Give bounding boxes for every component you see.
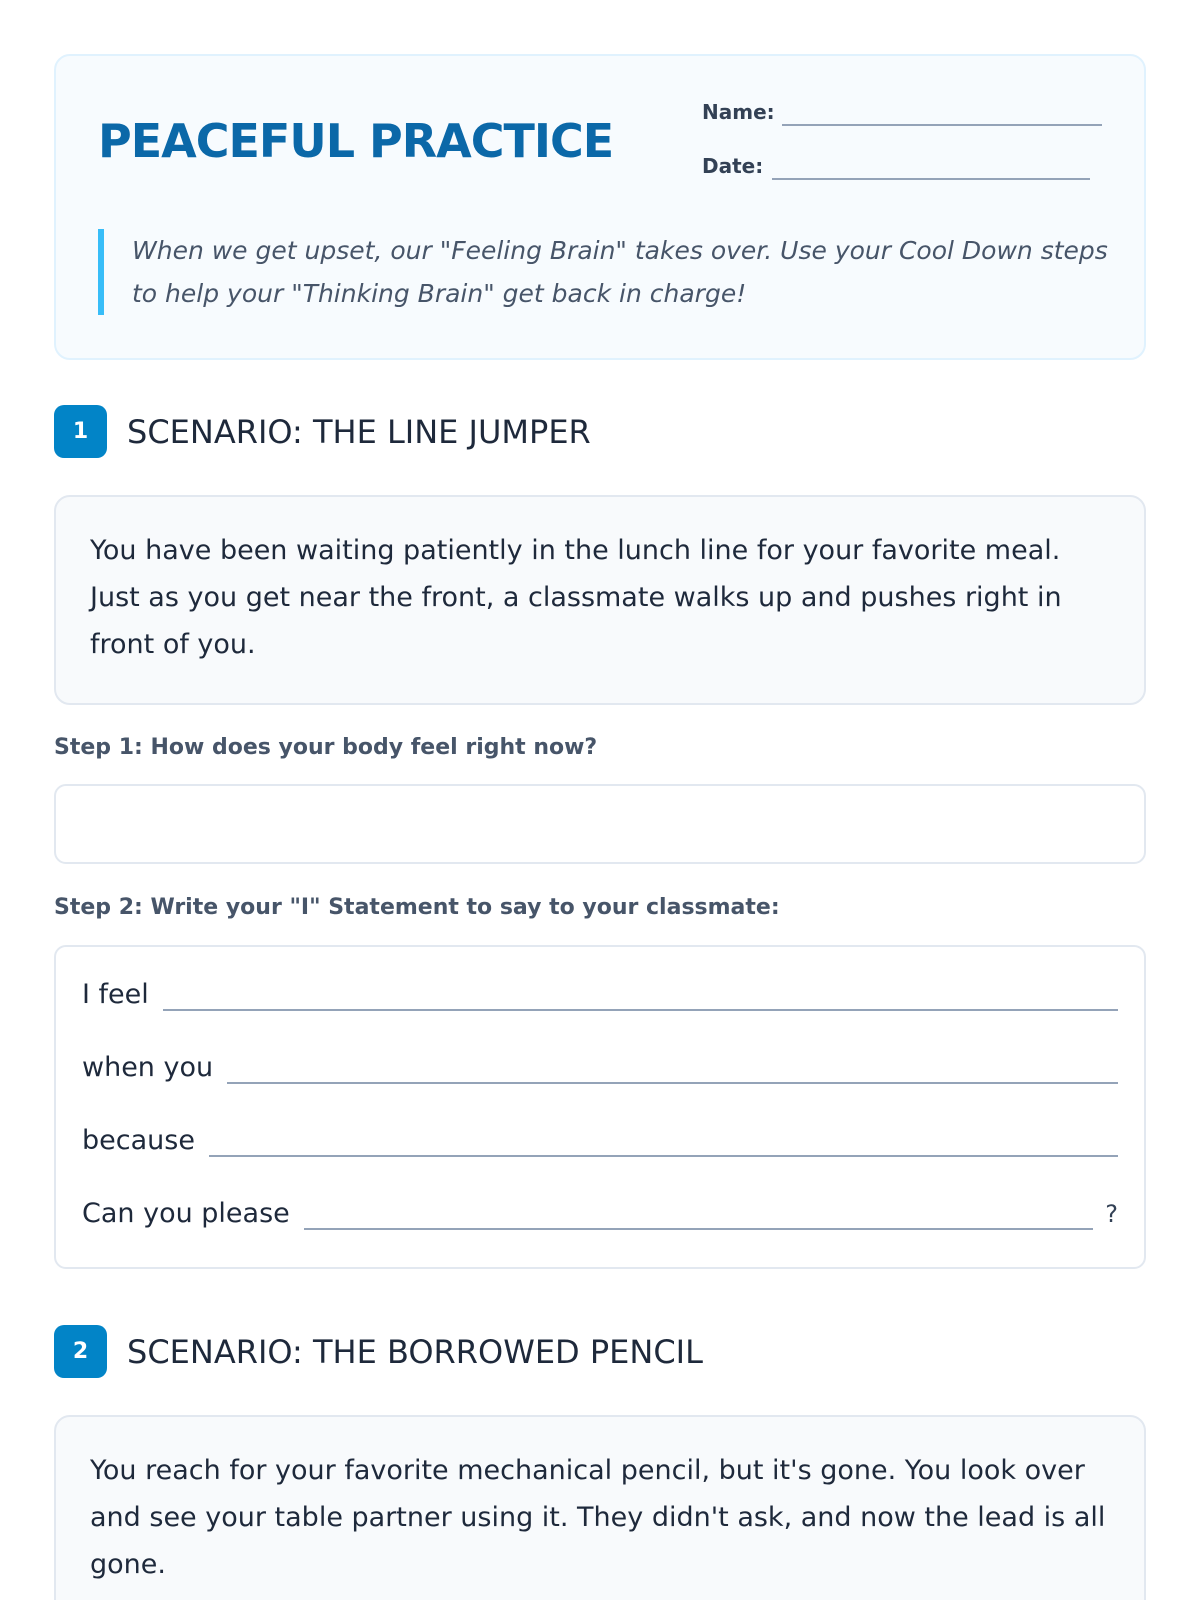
date-label: Date: <box>702 154 764 178</box>
statement-please-label: Can you please <box>82 1198 290 1229</box>
scenario-1-story: You have been waiting patiently in the lunch line for your favorite meal. Just as you get near the front, a classmate walks up and pushes right in front of you. <box>54 495 1146 705</box>
step-2-label: Step 2: Write your "I" Statement to say to your classmate: <box>54 895 780 920</box>
name-row <box>702 100 1112 132</box>
statement-when-label: when you <box>82 1052 214 1083</box>
scenario-2-header <box>54 1325 703 1378</box>
statement-because-field[interactable] <box>209 1135 1118 1157</box>
statement-because-label: because <box>82 1125 195 1156</box>
question-mark: ? <box>1105 1200 1118 1228</box>
scenario-title: SCENARIO: THE LINE JUMPER <box>127 412 591 451</box>
student-info <box>702 100 1112 208</box>
statement-when-field[interactable] <box>227 1062 1118 1084</box>
scenario-title: SCENARIO: THE BORROWED PENCIL <box>127 1332 703 1371</box>
date-row <box>702 154 1112 186</box>
statement-feel-label: I feel <box>82 979 149 1010</box>
statement-when-row <box>82 1050 1118 1086</box>
statement-please-row <box>82 1196 1118 1232</box>
scenario-number-badge: 1 <box>54 405 107 458</box>
date-field[interactable] <box>772 158 1090 180</box>
statement-feel-field[interactable] <box>163 989 1118 1011</box>
scenario-1-header <box>54 405 591 458</box>
page-title: PEACEFUL PRACTICE <box>98 114 614 168</box>
scenario-2-story: You reach for your favorite mechanical pencil, but it's gone. You look over and see your table partner using it. They didn't ask, and now the lead is all gone. <box>54 1415 1146 1600</box>
body-feeling-answer-box[interactable] <box>54 784 1146 864</box>
intro-text: When we get upset, our "Feeling Brain" takes over. Use your Cool Down steps to help your "Thinking Brain" get back in charge! <box>98 229 1132 315</box>
header-card <box>54 54 1146 360</box>
statement-please-field[interactable] <box>304 1208 1093 1230</box>
i-statement-box <box>54 945 1146 1269</box>
statement-feel-row <box>82 977 1118 1013</box>
name-label: Name: <box>702 100 775 124</box>
statement-because-row <box>82 1123 1118 1159</box>
worksheet-page <box>54 54 1146 1580</box>
step-1-label: Step 1: How does your body feel right now? <box>54 735 598 760</box>
scenario-number-badge: 2 <box>54 1325 107 1378</box>
name-field[interactable] <box>782 104 1102 126</box>
